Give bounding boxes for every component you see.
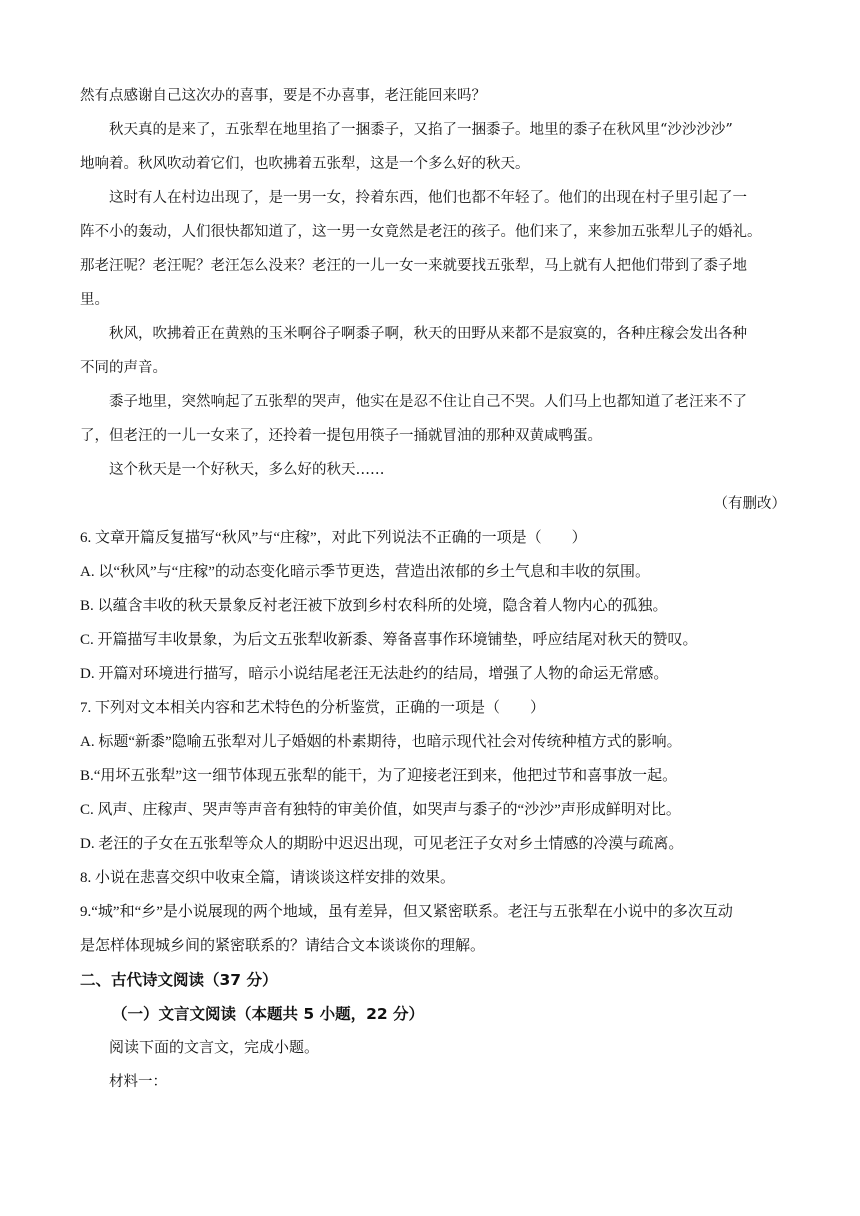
question-9-continued: 是怎样体现城乡间的紧密联系的？请结合文本谈谈你的理解。 — [80, 938, 486, 954]
question-7-option-c: C. 风声、庄稼声、哭声等声音有独特的审美价值，如哭声与黍子的“沙沙”声形成鲜明对比。 — [80, 802, 681, 818]
question-7-option-b: B.“用坏五张犁”这一细节体现五张犁的能干，为了迎接老汪到来，他把过节和喜事放一起。 — [80, 768, 678, 784]
story-paragraph-line: 这个秋天是一个好秋天，多么好的秋天…… — [109, 462, 385, 478]
story-line: 里。 — [80, 292, 109, 308]
source-note: （有删改） — [713, 496, 786, 512]
story-line: 地响着。秋风吹动着它们，也吹拂着五张犁，这是一个多么好的秋天。 — [80, 156, 530, 172]
question-6-option-d: D. 开篇对环境进行描写，暗示小说结尾老汪无法赴约的结局，增强了人物的命运无常感。 — [80, 666, 669, 682]
material-label: 材料一： — [109, 1074, 167, 1090]
story-paragraph-line: 秋天真的是来了，五张犁在地里掐了一捆黍子，又掐了一捆黍子。地里的黍子在秋风里“沙沙沙沙” — [109, 122, 733, 138]
question-7-option-a: A. 标题“新黍”隐喻五张犁对儿子婚姻的朴素期待，也暗示现代社会对传统种植方式的影响。 — [80, 734, 682, 750]
story-line: 阵不小的轰动，人们很快都知道了，这一男一女竟然是老汪的孩子。他们来了，来参加五张犁儿子的婚礼。 — [80, 224, 762, 240]
section-subtitle: （一）文言文阅读（本题共 5 小题，22 分） — [112, 1005, 425, 1023]
story-line: 了，但老汪的一儿一女来了，还拎着一提包用筷子一捅就冒油的那种双黄咸鸭蛋。 — [80, 428, 602, 444]
reading-instruction: 阅读下面的文言文，完成小题。 — [109, 1040, 320, 1056]
question-9: 9.“城”和“乡”是小说展现的两个地域，虽有差异，但又紧密联系。老汪与五张犁在小说中的多次互动 — [80, 904, 733, 920]
story-paragraph-line: 秋风，吹拂着正在黄熟的玉米啊谷子啊黍子啊，秋天的田野从来都不是寂寞的，各种庄稼会发出各种 — [109, 326, 747, 342]
question-6-option-a: A. 以“秋风”与“庄稼”的动态变化暗示季节更迭，营造出浓郁的乡土气息和丰收的氛围。 — [80, 564, 650, 580]
section-title: 二、古代诗文阅读（37 分） — [80, 971, 278, 989]
story-line: 然有点感谢自己这次办的喜事，要是不办喜事，老汪能回来吗？ — [80, 88, 486, 104]
question-6: 6. 文章开篇反复描写“秋风”与“庄稼”，对此下列说法不正确的一项是（ ） — [80, 530, 587, 546]
question-8: 8. 小说在悲喜交织中收束全篇，请谈谈这样安排的效果。 — [80, 870, 456, 886]
question-7: 7. 下列对文本相关内容和艺术特色的分析鉴赏，正确的一项是（ ） — [80, 700, 546, 716]
story-paragraph-line: 黍子地里，突然响起了五张犁的哭声，他实在是忍不住让自己不哭。人们马上也都知道了老汪来不了 — [109, 394, 747, 410]
question-6-option-c: C. 开篇描写丰收景象，为后文五张犁收新黍、筹备喜事作环境铺垫，呼应结尾对秋天的赞叹。 — [80, 632, 698, 648]
story-line: 不同的声音。 — [80, 360, 167, 376]
story-line: 那老汪呢？老汪呢？老汪怎么没来？老汪的一儿一女一来就要找五张犁，马上就有人把他们带到了黍子地 — [80, 258, 747, 274]
question-6-option-b: B. 以蕴含丰收的秋天景象反衬老汪被下放到乡村农科所的处境，隐含着人物内心的孤独。 — [80, 598, 668, 614]
question-7-option-d: D. 老汪的子女在五张犁等众人的期盼中迟迟出现，可见老汪子女对乡土情感的冷漠与疏离。 — [80, 836, 684, 852]
story-paragraph-line: 这时有人在村边出现了，是一男一女，拎着东西，他们也都不年轻了。他们的出现在村子里引起了一 — [109, 190, 747, 206]
